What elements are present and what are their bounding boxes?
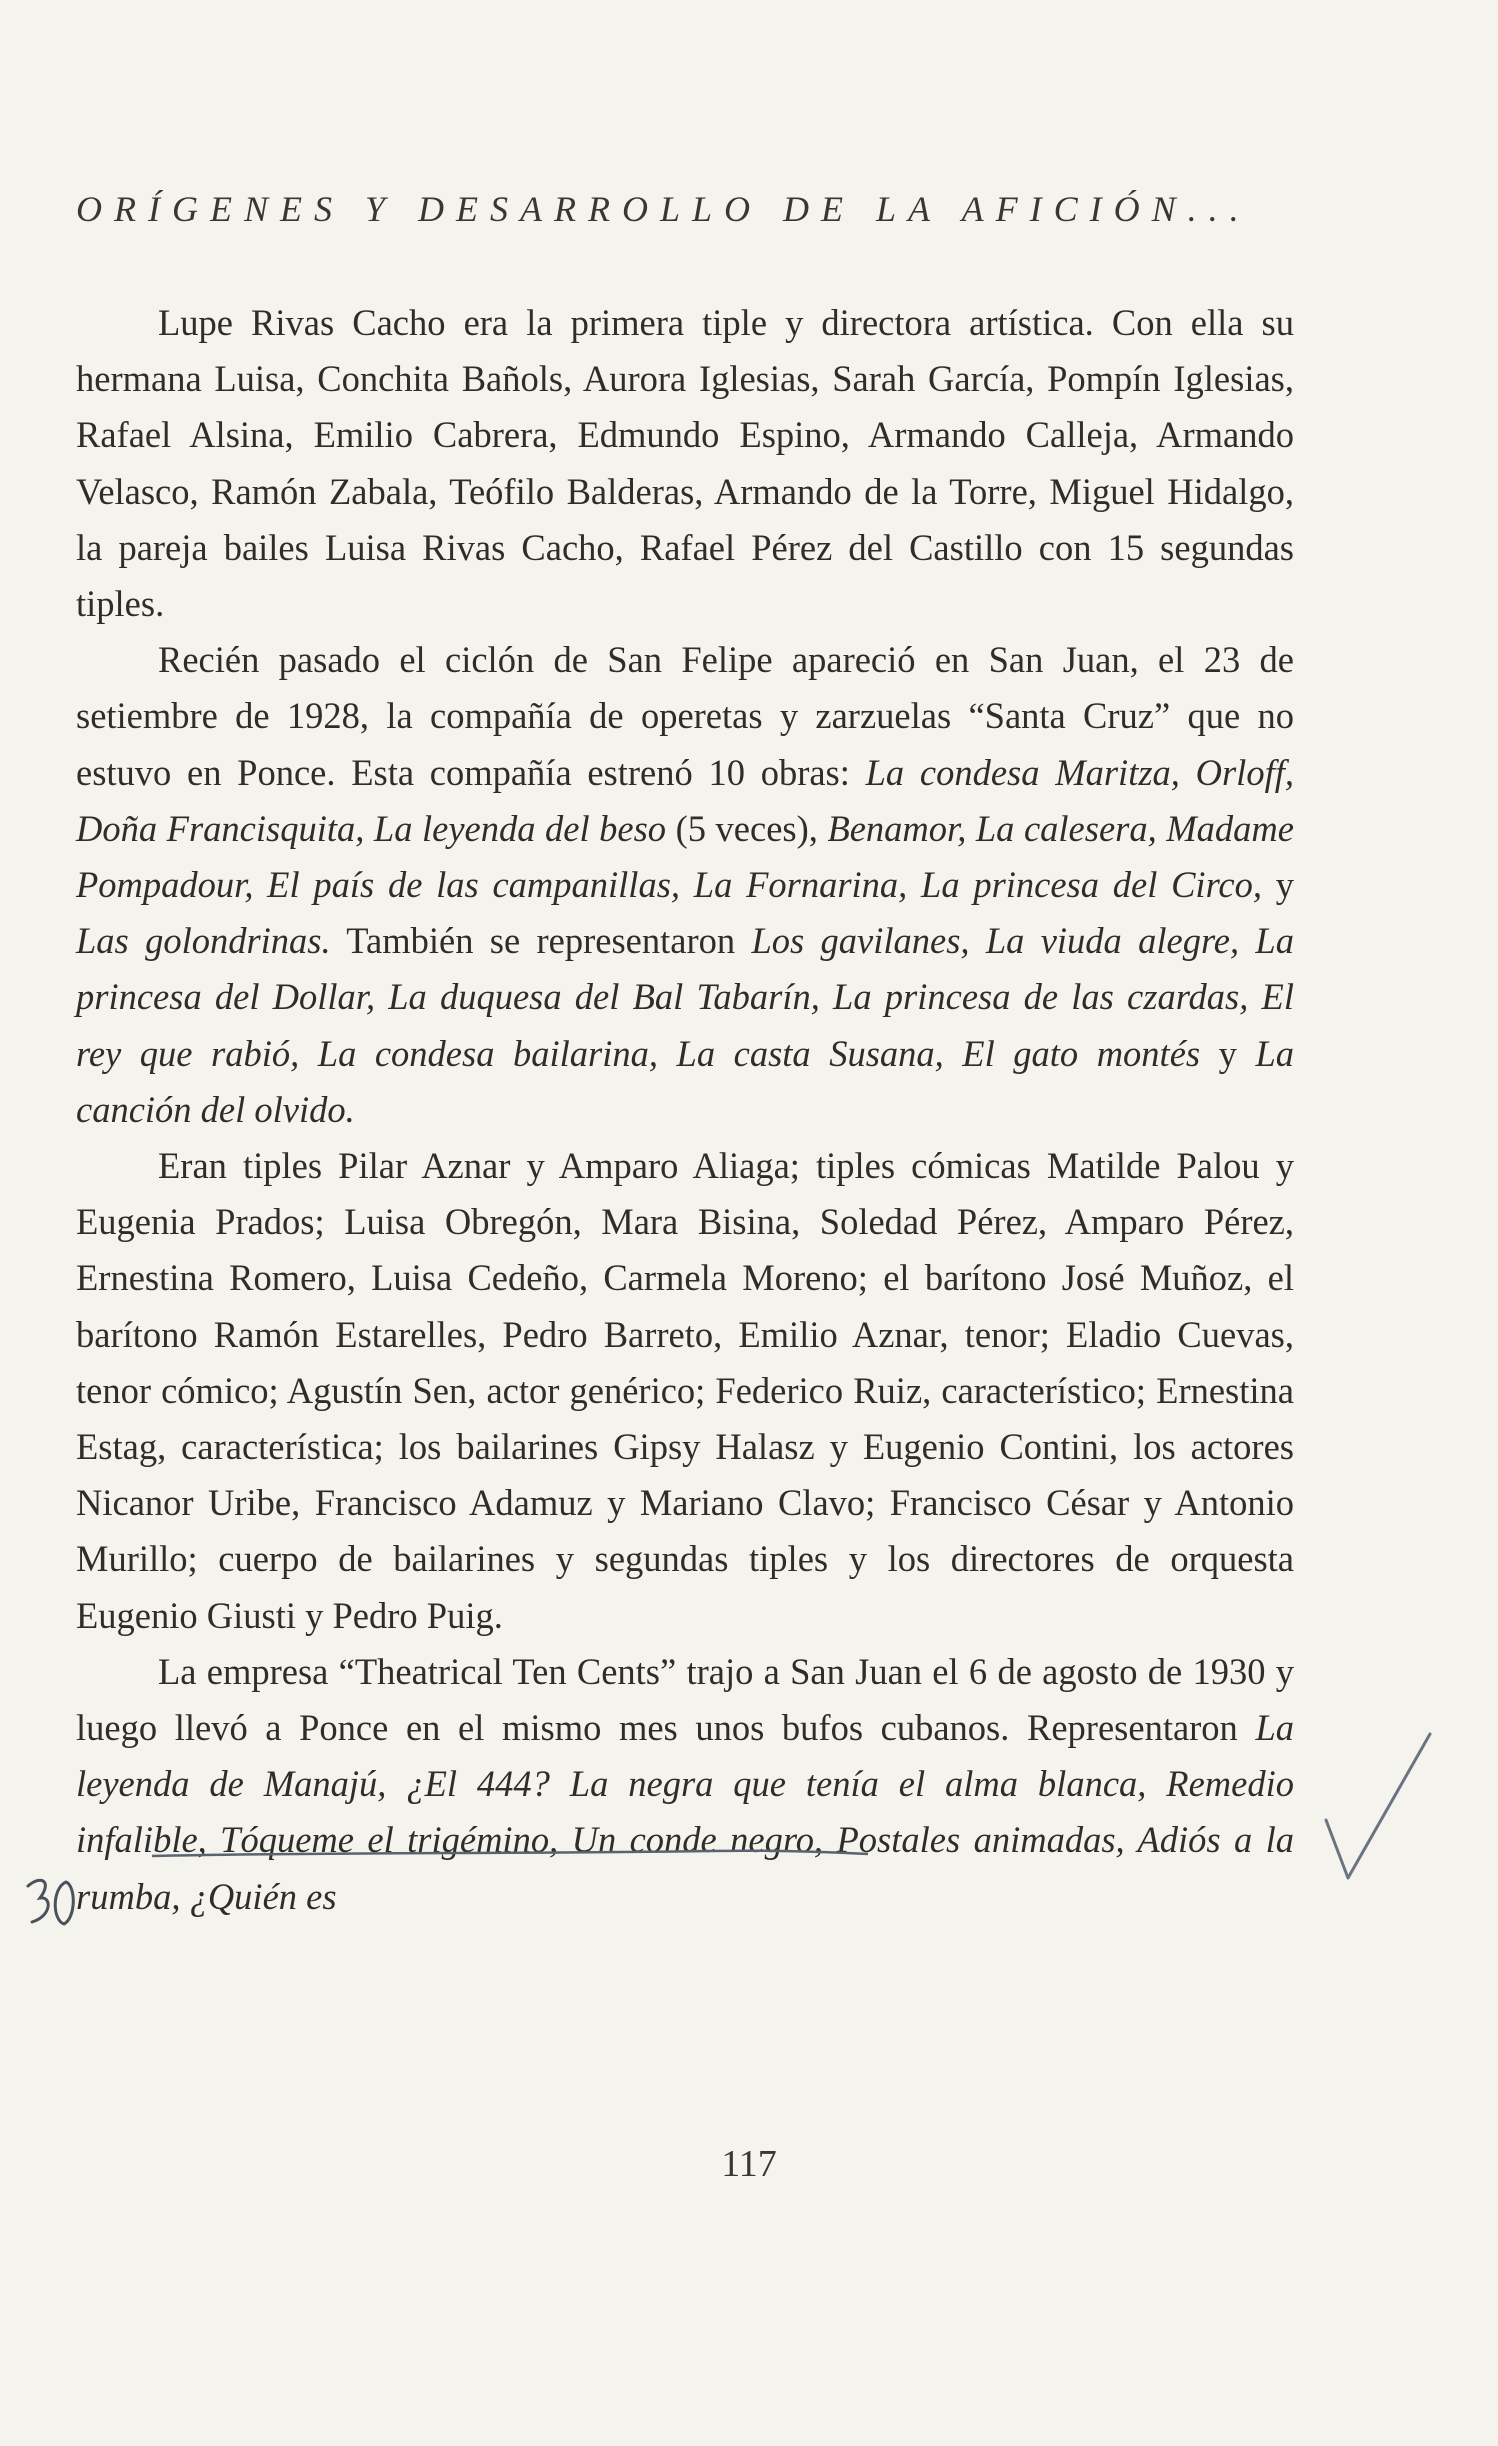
italic-title-text: La leyenda de Manajú, ¿El 444? La negra que tenía el alma blanca, Remedio infalible, Tóqueme el trigémino, Un conde negro, Postales animadas, Adiós a la rumba, ¿Quién es bbox=[76, 1707, 1294, 1917]
handwritten-underline bbox=[150, 1842, 870, 1872]
italic-title-text: La canción del olvido. bbox=[76, 1032, 1294, 1130]
paragraph-text: La empresa “Theatrical Ten Cents” trajo a San Juan el 6 de agosto de 1930 y luego llevó a Ponce en el mismo mes unos bufos cubanos. Representaron bbox=[76, 1650, 1294, 1749]
italic-title-text: Los gavilanes, La viuda alegre, La princesa del Dollar, La duquesa del Bal Tabarín, La princesa de las czardas, El rey que rabió, La condesa bailarina, La casta Susana, El gato montés bbox=[76, 920, 1294, 1074]
body-text bbox=[76, 295, 1294, 1925]
paragraph bbox=[76, 1138, 1294, 1644]
italic-title-text: Benamor, La calesera, Madame Pompadour, El país de las campanillas, La Fornarina, La princesa del Circo, bbox=[76, 807, 1294, 906]
italic-title-text: La condesa Maritza, Orloff, Doña Francisquita, La leyenda del beso bbox=[76, 751, 1294, 849]
paragraph-text: y bbox=[1262, 864, 1294, 906]
page-number: 117 bbox=[721, 2143, 777, 2185]
paragraph-text: Lupe Rivas Cacho era la primera tiple y directora artística. Con ella su hermana Luisa, Conchita Bañols, Aurora Iglesias, Sarah García, Pompín Iglesias, Rafael Alsina, Emilio Cabrera, Edmundo Espino, Armando Calleja, Armando Velasco, Ramón Zabala, Teófilo Balderas, Armando de la Torre, Miguel Hidalgo, la pareja bailes Luisa Rivas Cacho, Rafael Pérez del Castillo con 15 segundas tiples. bbox=[76, 302, 1294, 625]
paragraph bbox=[76, 295, 1294, 632]
paragraph-text: Recién pasado el ciclón de San Felipe apareció en San Juan, el 23 de setiembre de 1928, la compañía de operetas y zarzuelas “Santa Cruz” que no estuvo en Ponce. Esta compañía estrenó 10 obras: bbox=[76, 639, 1294, 793]
paragraph-text: y bbox=[1200, 1032, 1256, 1074]
italic-title-text: Las golondrinas. bbox=[76, 920, 331, 962]
paragraph bbox=[76, 1644, 1294, 1925]
checkmark-annotation bbox=[1318, 1728, 1438, 1888]
paragraph bbox=[76, 632, 1294, 1138]
paragraph-text: También se representaron bbox=[330, 920, 752, 962]
paragraph-text: Eran tiples Pilar Aznar y Amparo Aliaga; tiples cómicas Matilde Palou y Eugenia Prados; Luisa Obregón, Mara Bisina, Soledad Pérez, Amparo Pérez, Ernestina Romero, Luisa Cedeño, Carmela Moreno; el barítono José Muñoz, el barítono Ramón Estarelles, Pedro Barreto, Emilio Aznar, tenor; Eladio Cuevas, tenor cómico; Agustín Sen, actor genérico; Federico Ruiz, característico; Ernestina Estag, característica; los bailarines Gipsy Halasz y Eugenio Contini, los actores Nicanor Uribe, Francisco Adamuz y Mariano Clavo; Francisco César y Antonio Murillo; cuerpo de bailarines y segundas tiples y los directores de orquesta Eugenio Giusti y Pedro Puig. bbox=[76, 1145, 1294, 1636]
running-header: ORÍGENES Y DESARROLLO DE LA AFICIÓN... bbox=[76, 189, 1251, 229]
paragraph-text: (5 veces), bbox=[666, 807, 828, 849]
handwritten-note-icon bbox=[22, 1872, 82, 1942]
